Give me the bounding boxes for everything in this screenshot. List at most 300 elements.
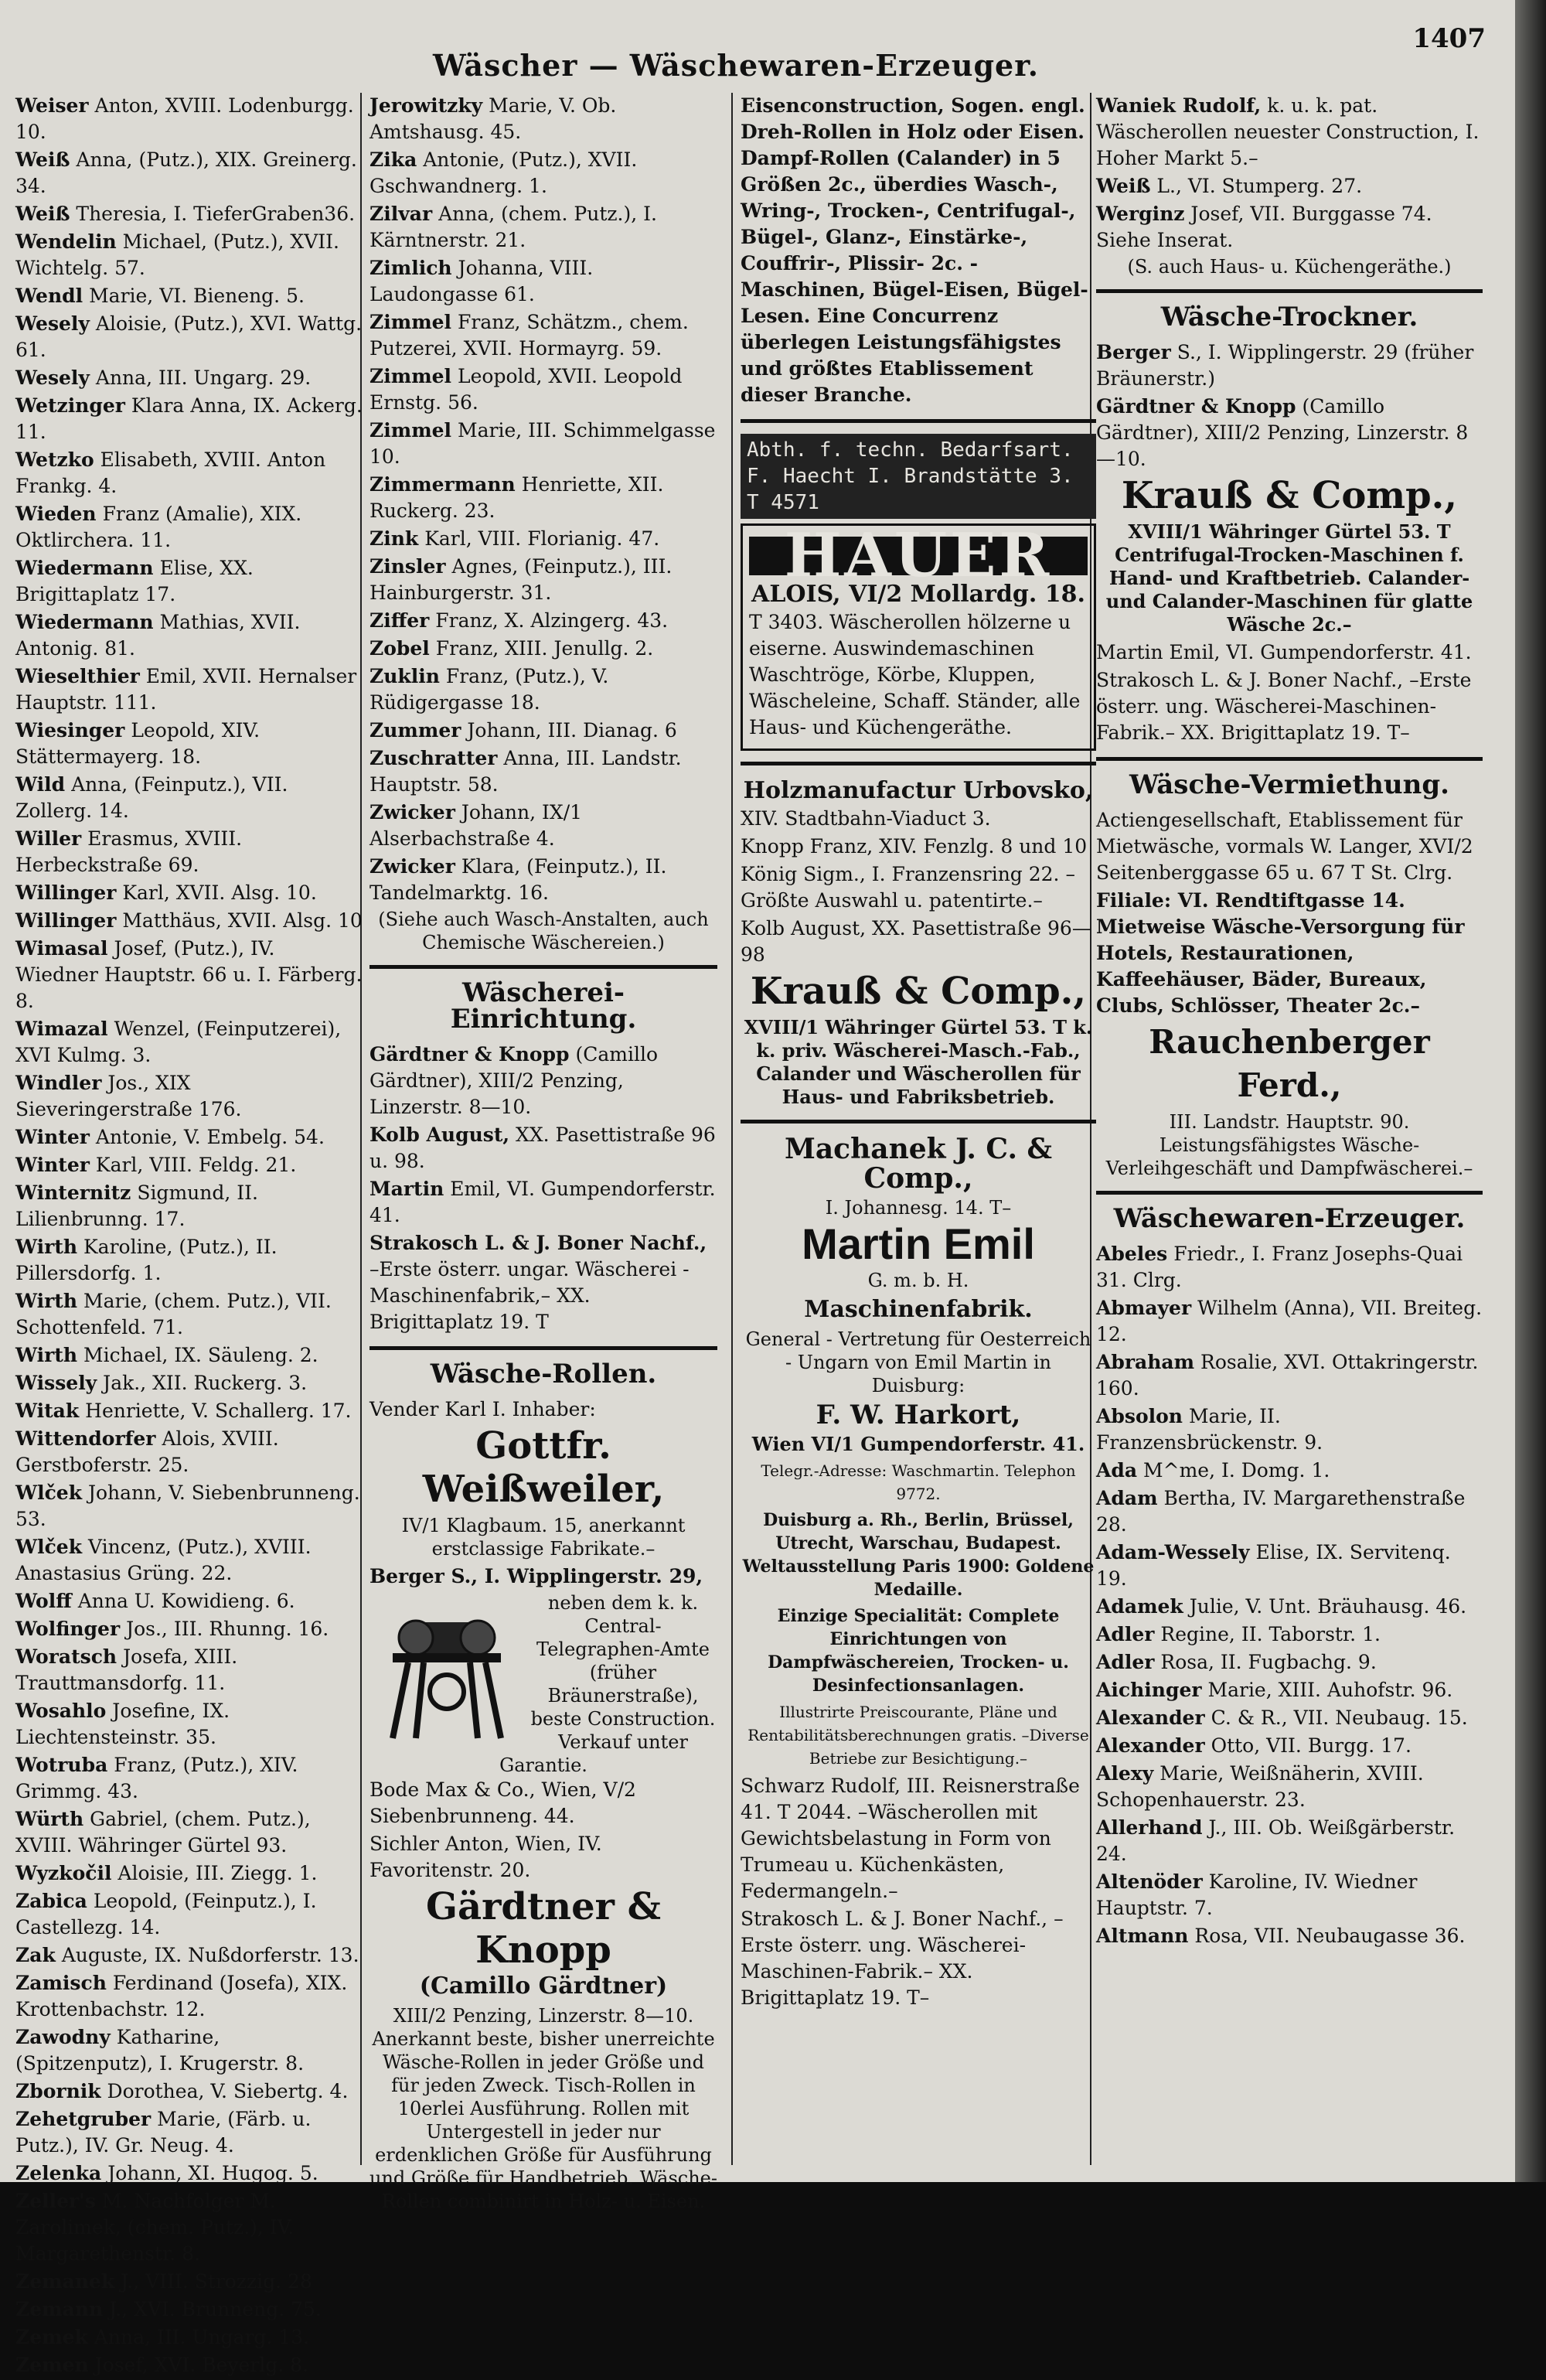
list-item xyxy=(1096,1485,1483,1538)
entry-details: Karoline, (Putz.), II. Pillersdorfg. 1. xyxy=(15,1236,278,1284)
entry-list xyxy=(1096,93,1483,254)
advertisement-krauss xyxy=(741,970,1096,1109)
entry-name: Ziffer xyxy=(369,609,430,632)
entry-name: Zuschratter xyxy=(369,747,498,769)
ad-title: Holzmanufactur Urbovsko, xyxy=(743,777,1094,804)
entry-details: Henriette, XII. Ruckerg. 23. xyxy=(369,473,664,522)
page-title: Wäscher — Wäschewaren-Erzeuger. xyxy=(433,48,1039,83)
list-item xyxy=(369,255,717,308)
list-item xyxy=(369,201,717,254)
list-item: Kolb August, XX. Pasettistraße 96—98 xyxy=(741,917,1091,966)
list-item xyxy=(15,1480,363,1533)
list-item xyxy=(1096,93,1483,172)
entry-name: Zummer xyxy=(369,719,461,742)
entry-name: Abeles xyxy=(1096,1243,1168,1265)
entry-details: Johann, XI. Hugog. 5. xyxy=(107,2162,318,2184)
entry-name: Weiß xyxy=(1096,175,1151,197)
entry-details: Theresia, I. TieferGraben36. xyxy=(76,203,356,225)
list-item xyxy=(369,1122,717,1175)
entry-details: Dorothea, V. Siebertg. 4. xyxy=(107,2080,349,2102)
entry-name: Zemann xyxy=(15,2298,104,2320)
entry-name: Kolb August, xyxy=(369,1124,510,1146)
ad-title: Martin Emil xyxy=(802,1219,1035,1268)
ad-text: XVIII/1 Währinger Gürtel 53. T Centrifugal-Trocken-Maschinen f. Hand- und Kraftbetrieb. Calander- und Calander-Maschinen für glatte Wäsche 2c.– xyxy=(1105,520,1473,636)
entry-list xyxy=(369,1042,717,1335)
list-item: Martin Emil, VI. Gumpendorferstr. 41. xyxy=(1096,641,1472,663)
entry-details: Franz, X. Alzingerg. 43. xyxy=(435,609,669,632)
entry-name: Willinger xyxy=(15,881,117,904)
ad-title: Berger S., I. Wipplingerstr. 29, xyxy=(369,1565,703,1587)
entry-name: Zimmel xyxy=(369,419,452,442)
list-item xyxy=(15,311,363,363)
list-item xyxy=(1096,1761,1483,1813)
banner-line: Abth. f. techn. Bedarfsart. xyxy=(747,438,1074,462)
entry-details: Antonie, V. Embelg. 54. xyxy=(95,1126,325,1148)
entry-name: Wendl xyxy=(15,285,83,307)
list-item xyxy=(369,1042,717,1120)
entry-name: Wlček xyxy=(15,1482,83,1504)
list-item xyxy=(15,2106,363,2159)
entry-name: Alexander xyxy=(1096,1734,1205,1757)
entry-details: Anna, (chem. Putz.), I. Kärntnerstr. 21. xyxy=(369,203,657,251)
list-item xyxy=(369,1176,717,1229)
entry-details: Jos., III. Rhunng. 16. xyxy=(126,1618,329,1640)
entry-name: Würth xyxy=(15,1808,84,1830)
entry-name: Winter xyxy=(15,1126,90,1148)
entry-name: Winternitz xyxy=(15,1181,131,1204)
entry-name: Adler xyxy=(1096,1651,1155,1673)
entry-name: Wiedermann xyxy=(15,611,154,633)
wringer-machine-illustration xyxy=(369,1599,524,1746)
list-item xyxy=(15,2324,363,2351)
ad-text: neben dem k. k. Central-Telegraphen-Amte (früher Bräunerstraße), beste Construction. Verkauf unter Garantie. xyxy=(499,1592,716,1776)
entry-list xyxy=(369,93,717,906)
entry-details: Emil, VI. Gumpendorferstr. 41. xyxy=(369,1178,716,1226)
ad-subtitle: (Camillo Gärdtner) xyxy=(419,1973,668,2000)
list-item xyxy=(15,1616,363,1642)
entry-details: Michael, (Putz.), XVII. Wichtelg. 57. xyxy=(15,230,339,279)
list-item xyxy=(15,555,363,608)
list-item xyxy=(369,554,717,606)
advertisement-hauer xyxy=(741,520,1096,751)
column-divider xyxy=(731,93,733,2165)
list-item xyxy=(369,663,717,716)
entry-name: Zwicker xyxy=(369,855,455,878)
list-item: Knopp Franz, XIV. Fenzlg. 8 und 10 xyxy=(741,835,1088,858)
list-item xyxy=(1096,1295,1483,1348)
entry-details: Antonie, (Putz.), XVII. Gschwandnerg. 1. xyxy=(369,148,638,197)
ad-text: XVIII/1 Währinger Gürtel 53. T k. k. priv. Wäscherei-Masch.-Fab., Calander und Wäscherollen für Haus- und Fabriksbetrieb. xyxy=(744,1016,1093,1108)
entry-name: Strakosch L. & J. Boner Nachf., xyxy=(369,1232,707,1254)
entry-details: Anna, III. Landstr. Hauptstr. 58. xyxy=(369,747,682,796)
book-spine xyxy=(1515,0,1546,2182)
entry-details: Wenzel, (Feinputzerei), XVI Kulmg. 3. xyxy=(15,1018,342,1066)
ad-title: Machanek J. C. & Comp., xyxy=(784,1133,1053,1195)
entry-details: J., VIII. Strozzig. 28 xyxy=(121,2270,312,2293)
entry-details: Katharine, (Spitzenputz), I. Krugerstr. 8. xyxy=(15,2026,305,2075)
list-item xyxy=(369,854,717,906)
entry-details: Jak., XII. Ruckerg. 3. xyxy=(103,1372,308,1394)
ad-subtitle: Maschinenfabrik. xyxy=(804,1296,1033,1323)
entry-name: Wesely xyxy=(15,312,90,335)
list-item xyxy=(15,1698,363,1751)
list-item xyxy=(15,1970,363,2023)
entry-name: Zehetgruber xyxy=(15,2108,152,2130)
entry-details: Alois, XVIII. Gerstboferstr. 25. xyxy=(15,1427,279,1476)
list-item xyxy=(15,1588,363,1615)
entry-name: Zimmel xyxy=(369,365,452,387)
entry-name: Wieselthier xyxy=(15,665,140,687)
list-item xyxy=(15,1288,363,1341)
entry-name: Zinsler xyxy=(369,555,446,578)
entry-name: Wimazal xyxy=(15,1018,108,1040)
list-item xyxy=(15,2078,363,2105)
entry-name: Weiß xyxy=(15,148,70,171)
ad-title: Gärdtner & Knopp xyxy=(426,1885,661,1972)
entry-name: Zeller's xyxy=(15,2190,96,2212)
entry-details: Elise, XX. Brigittaplatz 17. xyxy=(15,557,254,605)
list-item xyxy=(15,1644,363,1696)
entry-details: J., III. Ob. Weißgärberstr. 24. xyxy=(1096,1816,1456,1865)
entry-details: Franz (Amalie), XIX. Oktlirchera. 11. xyxy=(15,503,302,551)
list-item xyxy=(15,1752,363,1805)
list-item: Actiengesellschaft, Etablissement für Mietwäsche, vormals W. Langer, XVI/2 Seitenberggasse 65 u. 67 T St. Clrg. xyxy=(1096,809,1473,884)
banner-line: F. Haecht I. Brandstätte 3. T 4571 xyxy=(747,465,1074,514)
entry-details: Josef, XVI. Beyerlg. 8. xyxy=(94,2354,309,2376)
list-item xyxy=(15,609,363,662)
entry-details: Johann, V. Siebenbrunneng. 53. xyxy=(15,1482,360,1530)
entry-details: Marie, II. Franzensbrückenstr. 9. xyxy=(1096,1405,1323,1454)
entry-details: S., I. Wipplingerstr. 29 (früher Bräunerstr.) xyxy=(1096,341,1474,390)
ad-title: Krauß & Comp., xyxy=(1121,474,1458,517)
entry-name: Weiser xyxy=(15,94,89,117)
entry-details: Otto, VII. Burgg. 17. xyxy=(1211,1734,1411,1757)
entry-name: Wetzko xyxy=(15,448,94,471)
list-item xyxy=(15,447,363,500)
entry-details: L., VI. Stumperg. 27. xyxy=(1156,175,1363,197)
list-item xyxy=(369,608,717,634)
entry-name: Windler xyxy=(15,1072,102,1094)
list-item xyxy=(369,418,717,470)
entry-details: Leopold, (Feinputz.), I. Castellezg. 14. xyxy=(15,1890,317,1938)
section-divider xyxy=(741,419,1096,423)
ad-title: F. W. Harkort, xyxy=(816,1400,1021,1430)
section-heading-rollen: Wäsche-Rollen. xyxy=(430,1359,657,1389)
entry-details: Aloisie, (Putz.), XVI. Wattg. 61. xyxy=(15,312,363,361)
list-item xyxy=(15,1234,363,1287)
entry-details: Rosa, II. Fugbachg. 9. xyxy=(1160,1651,1377,1673)
entry-name: Wlček xyxy=(15,1536,83,1558)
entry-details: (Camillo Gärdtner), XIII/2 Penzing, Linzerstr. 8—10. xyxy=(1096,395,1469,470)
entry-details: Auguste, IX. Nußdorferstr. 13. xyxy=(61,1944,359,1966)
entry-name: Wirth xyxy=(15,1344,78,1366)
list-item xyxy=(1096,339,1483,392)
list-item xyxy=(1096,1649,1483,1676)
entry-name: Adam-Wessely xyxy=(1096,1541,1250,1563)
entry-name: Wosahlo xyxy=(15,1700,107,1722)
entry-details: Josef, (Putz.), IV. Wiedner Hauptstr. 66 u. I. Färberg. 8. xyxy=(15,937,363,1012)
entry-name: Willinger xyxy=(15,909,117,932)
list-item xyxy=(15,1370,363,1396)
entry-name: Jerowitzky xyxy=(369,94,483,117)
entry-name: Waniek Rudolf, xyxy=(1096,94,1262,117)
entry-name: Abmayer xyxy=(1096,1297,1192,1319)
entry-name: Ada xyxy=(1096,1459,1138,1482)
cross-reference-note: (S. auch Haus- u. Küchengeräthe.) xyxy=(1127,256,1452,278)
entry-name: Wetzinger xyxy=(15,394,125,417)
entry-details: M. Nachfolger M. Zarolimek, (chem. Putz.), IV. Margarethenstr. 8. xyxy=(15,2190,295,2265)
entry-name: Zimlich xyxy=(369,257,452,279)
list-item xyxy=(1096,1869,1483,1921)
entry-name: Wiedermann xyxy=(15,557,154,579)
entry-details: k. u. k. pat. Wäscherollen neuester Construction, I. Hoher Markt 5.– xyxy=(1096,94,1480,169)
list-item xyxy=(15,393,363,445)
entry-details: Agnes, (Feinputz.), III. Hainburgerstr. 31. xyxy=(369,555,673,604)
entry-name: Wild xyxy=(15,773,66,796)
entry-name: Zimmel xyxy=(369,311,452,333)
section-divider xyxy=(1096,289,1483,293)
entry-name: Zimmermann xyxy=(369,473,516,496)
list-item xyxy=(15,1152,363,1178)
entry-details: Vincenz, (Putz.), XVIII. Anastasius Grüng. 22. xyxy=(15,1536,312,1584)
entry-details: Elisabeth, XVIII. Anton Frankg. 4. xyxy=(15,448,326,497)
list-item xyxy=(15,1398,363,1424)
list-item xyxy=(15,2296,363,2323)
entry-name: Wirth xyxy=(15,1290,78,1312)
list-item xyxy=(1096,201,1483,254)
list-item xyxy=(15,147,363,199)
entry-details: Gabriel, (chem. Putz.), XVIII. Währinger Gürtel 93. xyxy=(15,1808,311,1857)
list-item xyxy=(15,718,363,770)
entry-name: Wolfinger xyxy=(15,1618,121,1640)
list-item xyxy=(1096,1733,1483,1759)
entry-details: Klara Anna, IX. Ackerg. 11. xyxy=(15,394,363,443)
entry-details: Marie, V. Ob. Amtshausg. 45. xyxy=(369,94,617,143)
entry-name: Zamisch xyxy=(15,1972,107,1994)
entry-details: Emil, XVII. Hernalser Hauptstr. 111. xyxy=(15,665,357,714)
entry-details: Julie, V. Unt. Bräuhausg. 46. xyxy=(1189,1595,1467,1618)
entry-name: Wendelin xyxy=(15,230,117,253)
entry-name: Zak xyxy=(15,1944,56,1966)
entry-details: Matthäus, XVII. Alsg. 10 xyxy=(122,909,363,932)
entry-name: Absolon xyxy=(1096,1405,1183,1427)
section-divider xyxy=(1096,1191,1483,1195)
list-item: Filiale: VI. Rendtiftgasse 14. Mietweise Wäsche-Versorgung für Hotels, Restaurationen, Kaffeehäuser, Bäder, Bureaux, Clubs, Schlösser, Theater 2c.– xyxy=(1096,889,1465,1017)
entry-details: Marie, VI. Bieneng. 5. xyxy=(89,285,305,307)
entry-details: Anna U. Kowidieng. 6. xyxy=(77,1590,295,1612)
list-item xyxy=(369,309,717,362)
list-item xyxy=(369,636,717,662)
page-number: 1407 xyxy=(1412,23,1486,54)
list-item xyxy=(369,800,717,852)
list-item xyxy=(1096,1349,1483,1402)
entry-details: Erasmus, XVIII. Herbeckstraße 69. xyxy=(15,827,243,876)
list-item xyxy=(15,501,363,554)
entry-details: Sigmund, II. Lilienbrunng. 17. xyxy=(15,1181,258,1230)
advertisement-krauss xyxy=(1096,474,1483,636)
list-item xyxy=(1096,1621,1483,1648)
list-item xyxy=(15,2352,363,2378)
ad-title: Gottfr. Weißweiler, xyxy=(422,1424,665,1511)
list-item xyxy=(369,526,717,552)
section-divider xyxy=(741,1120,1096,1124)
entry-details: Mathias, XVII. Antonig. 81. xyxy=(15,611,301,660)
entry-details: Marie, (chem. Putz.), VII. Schottenfeld. 71. xyxy=(15,1290,332,1338)
entry-name: Zemek xyxy=(15,2326,88,2348)
ad-title: Rauchenberger Ferd., xyxy=(1149,1023,1430,1104)
entry-details: Marie, III. Schimmelgasse 10. xyxy=(369,419,716,468)
ad-text: IV/1 Klagbaum. 15, anerkannt erstclassige Fabrikate.– xyxy=(401,1515,686,1560)
list-item xyxy=(369,363,717,416)
list-item xyxy=(369,93,717,145)
entry-name: Berger xyxy=(1096,341,1171,363)
entry-name: Zilvar xyxy=(369,203,433,225)
list-item xyxy=(15,1806,363,1859)
entry-details: Leopold, XIV. Stättermayerg. 18. xyxy=(15,719,261,768)
entry-details: Johann, IX/1 Alserbachstraße 4. xyxy=(369,801,583,850)
list-item xyxy=(15,1888,363,1941)
section-heading-waren: Wäschewaren-Erzeuger. xyxy=(1113,1203,1466,1234)
entry-name: Weiß xyxy=(15,203,70,225)
entry-details: Franz, Schätzm., chem. Putzerei, XVII. Hormayrg. 59. xyxy=(369,311,689,360)
entry-name: Wieden xyxy=(15,503,97,525)
entry-details: Anna, (Feinputz.), VII. Zollerg. 14. xyxy=(15,773,288,822)
entry-name: Wirth xyxy=(15,1236,78,1258)
entry-name: Gärdtner & Knopp xyxy=(369,1043,570,1066)
entry-name: Adler xyxy=(1096,1623,1155,1645)
list-item xyxy=(369,718,717,744)
entry-name: Zwicker xyxy=(369,801,455,823)
list-item: Sichler Anton, Wien, IV. Favoritenstr. 20. xyxy=(369,1833,602,1881)
entry-details: –Erste österr. ungar. Wäscherei - Maschinenfabrik,– XX. Brigittaplatz 19. T xyxy=(369,1258,690,1333)
entry-details: Wilhelm (Anna), VII. Breiteg. 12. xyxy=(1096,1297,1483,1345)
ad-text: XIII/2 Penzing, Linzerstr. 8—10. Anerkannt beste, bisher unerreichte Wäsche-Rollen in jeder Größe und für jeden Zweck. Tisch-Rollen in 10erlei Ausführung. Rollen mit Untergestell in jeder nur erdenklichen Größe für Ausführung und Größe für Handbetrieb. Wäsche-Rollen combinirt in Holz- u. Eisen. xyxy=(369,2005,717,2212)
entry-details: Marie, Weißnäherin, XVIII. Schopenhauerstr. 23. xyxy=(1096,1762,1424,1811)
list-item xyxy=(369,147,717,199)
list-item xyxy=(15,663,363,716)
list-item xyxy=(15,880,363,906)
column-3 xyxy=(741,93,1096,2013)
entry-details: Josef, VII. Burggasse 74. Siehe Inserat. xyxy=(1096,203,1432,251)
list-item xyxy=(15,1426,363,1478)
list-item xyxy=(15,93,363,145)
entry-name: Adam xyxy=(1096,1487,1158,1509)
entry-details: Ferdinand (Josefa), XIX. Krottenbachstr. 12. xyxy=(15,1972,348,2020)
entry-details: Anna, III. Ungarg. 29. xyxy=(95,367,312,389)
list-item xyxy=(1096,1458,1483,1484)
ad-text: Eisenconstruction, Sogen. engl. Dreh-Rollen in Holz oder Eisen. Dampf-Rollen (Calander) in 5 Größen 2c., überdies Wasch-, Wring-, Trocken-, Centrifugal-, Bügel-, Glanz-, Einstärke-, Couffrir-, Plissir- 2c. - Maschinen, Bügel-Eisen, Bügel-Lesen. Eine Concurrenz überlegen Leistungsfähigstes und größtes Etablissement dieser Branche. xyxy=(741,94,1088,406)
entry-name: Wyzkočil xyxy=(15,1862,112,1884)
entry-details: Marie, (Färb. u. Putz.), IV. Gr. Neug. 4. xyxy=(15,2108,312,2157)
list-item xyxy=(15,1342,363,1369)
entry-name: Gärdtner & Knopp xyxy=(1096,395,1296,418)
entry-name: Wimasal xyxy=(15,937,108,960)
entry-name: Zbornik xyxy=(15,2080,101,2102)
entry-name: Zabica xyxy=(15,1890,87,1912)
column-1 xyxy=(15,93,363,2380)
list-item xyxy=(15,772,363,824)
entry-name: Witak xyxy=(15,1400,80,1422)
entry-details: Bertha, IV. Margarethenstraße 28. xyxy=(1096,1487,1466,1536)
entry-name: Wiesinger xyxy=(15,719,125,742)
entry-name: Zobel xyxy=(369,637,430,660)
list-item xyxy=(1096,1705,1483,1731)
list-item: Schwarz Rudolf, III. Reisnerstraße 41. T 2044. –Wäscherollen mit Gewichtsbelastung in Form von Trumeau u. Küchenkästen, Federmangeln.– xyxy=(741,1775,1080,1902)
ad-logo: HAUER xyxy=(749,537,1088,575)
section-heading-einrichtung: Wäscherei-Einrichtung. xyxy=(450,977,637,1035)
section-divider xyxy=(369,965,717,969)
entry-details: Leopold, XVII. Leopold Ernstg. 56. xyxy=(369,365,683,414)
entry-name: Altenöder xyxy=(1096,1870,1203,1893)
list-item xyxy=(15,2269,363,2295)
entry-name: Alexy xyxy=(1096,1762,1154,1785)
list-item xyxy=(15,2024,363,2077)
entry-name: Allerhand xyxy=(1096,1816,1203,1839)
entry-details: Anna, III. Ungarg. 13. xyxy=(94,2326,310,2348)
entry-name: Wittendorfer xyxy=(15,1427,156,1450)
list-item: Strakosch L. & J. Boner Nachf., –Erste österr. ung. Wäscherei-Maschinen-Fabrik.– XX. Brigittaplatz 19. T– xyxy=(741,1908,1064,2009)
list-item: Bode Max & Co., Wien, V/2 Siebenbrunneng. 44. xyxy=(369,1778,636,1827)
ad-text: Telegr.-Adresse: Waschmartin. Telephon 9772. xyxy=(761,1461,1076,1503)
list-item xyxy=(15,826,363,878)
advertisement-martin xyxy=(741,1219,1096,1770)
entry-name: Zika xyxy=(369,148,417,171)
entry-details: Klara, (Feinputz.), II. Tandelmarktg. 16. xyxy=(369,855,667,904)
list-item xyxy=(15,2188,363,2267)
column-4 xyxy=(1096,93,1483,1951)
list-item xyxy=(1096,1923,1483,1949)
entry-name: Wolff xyxy=(15,1590,72,1612)
ad-address: Wien VI/1 Gumpendorferstr. 41. xyxy=(751,1433,1085,1455)
entry-name: Altmann xyxy=(1096,1925,1189,1947)
entry-details: Marie, XIII. Auhofstr. 96. xyxy=(1207,1679,1453,1701)
list-item xyxy=(15,1534,363,1587)
ad-text: I. Johannesg. 14. T– xyxy=(825,1197,1012,1219)
entry-name: Abraham xyxy=(1096,1351,1195,1373)
section-divider xyxy=(741,762,1096,765)
column-2 xyxy=(369,93,717,2216)
entry-name: Adamek xyxy=(1096,1595,1183,1618)
ad-text: Duisburg a. Rh., Berlin, Brüssel, Utrecht, Warschau, Budapest. Weltausstellung Paris 1900: Goldene Medaille. xyxy=(742,1510,1095,1600)
list-item xyxy=(1096,1539,1483,1592)
entry-name: Wotruba xyxy=(15,1754,108,1776)
entry-details: Michael, IX. Säuleng. 2. xyxy=(83,1344,318,1366)
entry-details: Franz, (Putz.), XIV. Grimmg. 43. xyxy=(15,1754,298,1802)
entry-details: Karl, VIII. Feldg. 21. xyxy=(95,1154,297,1176)
ad-title: Krauß & Comp., xyxy=(750,970,1087,1013)
section-divider xyxy=(1096,757,1483,761)
ad-text: General - Vertretung für Oesterreich - Ungarn von Emil Martin in Duisburg: xyxy=(745,1328,1091,1396)
entry-name: Zemanek xyxy=(15,2270,115,2293)
list-item xyxy=(1096,1241,1483,1294)
entry-details: Karl, VIII. Florianig. 47. xyxy=(424,527,660,550)
list-item xyxy=(15,283,363,309)
entry-details: Franz, XIII. Jenullg. 2. xyxy=(435,637,654,660)
list-item xyxy=(1096,1403,1483,1456)
entry-name: Zemen xyxy=(15,2354,89,2376)
entry-name: Alexander xyxy=(1096,1707,1205,1729)
entry-details: J., XVI. Brunneng. 75. xyxy=(109,2298,322,2320)
advertisement-gardtner xyxy=(369,1885,717,2213)
ad-text: Einzige Specialität: Complete Einrichtungen von Dampfwäschereien, Trocken- u. Desinfectionsanlagen. xyxy=(768,1606,1069,1696)
list-item xyxy=(15,936,363,1014)
list-item xyxy=(369,472,717,524)
section-heading-vermietung: Wäsche-Vermiethung. xyxy=(1129,769,1449,800)
list-item xyxy=(15,1016,363,1069)
advertisement-weissweiler xyxy=(369,1424,717,1560)
entry-name: Aichinger xyxy=(1096,1679,1202,1701)
ad-text: T 3403. Wäscherollen hölzerne u eiserne. Auswindemaschinen Waschtröge, Körbe, Kluppen, Wäscheleine, Schaff. Ständer, alle Haus- und Küchengeräthe. xyxy=(749,611,1081,738)
